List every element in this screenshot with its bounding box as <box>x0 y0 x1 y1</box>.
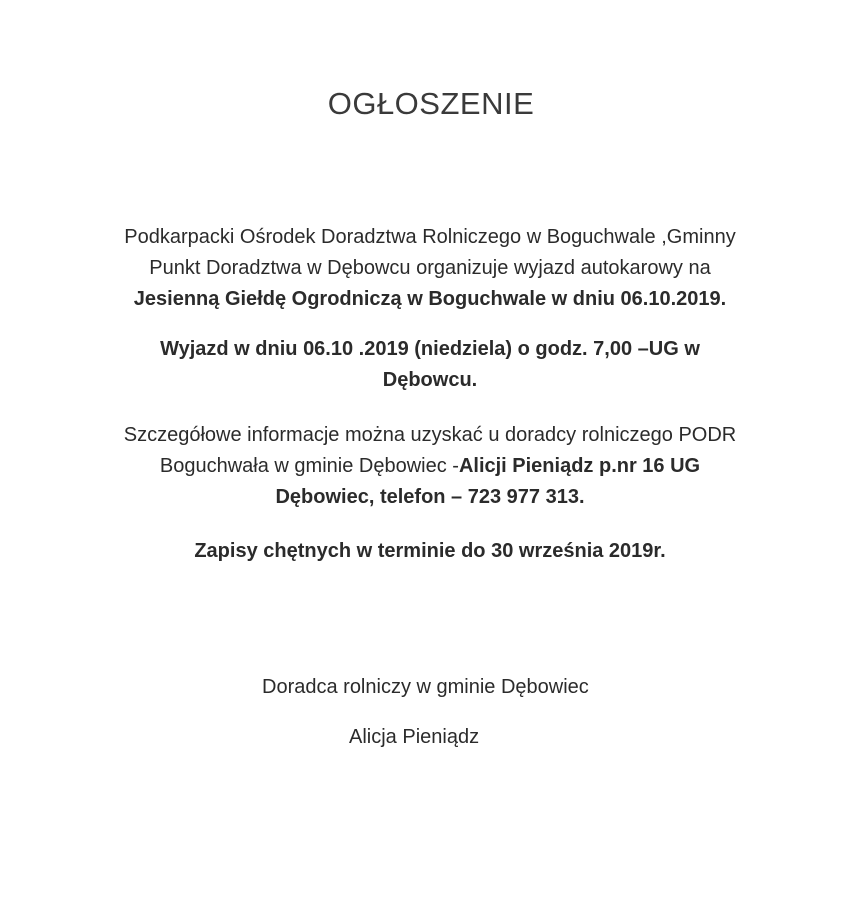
signature-role: Doradca rolniczy w gminie Dębowiec <box>262 676 589 698</box>
departure-line-2: Dębowcu. <box>382 369 478 391</box>
signature-name: Alicja Pieniądz <box>349 726 480 748</box>
contact-line-1: Szczegółowe informacje można uzyskać u doradcy rolniczego PODR <box>123 424 737 446</box>
paragraph-contact <box>60 420 800 513</box>
organizer-line-1: Podkarpacki Ośrodek Doradztwa Rolniczego w Boguchwale ,Gminny <box>124 226 736 248</box>
contact-line-2: Boguchwała w gminie Dębowiec - <box>159 455 459 477</box>
event-name: Jesienną Giełdę Ogrodniczą w Boguchwale w dniu 06.10.2019. <box>133 288 727 310</box>
departure-line-1: Wyjazd w dniu 06.10 .2019 (niedziela) o godz. 7,00 –UG w <box>160 338 700 360</box>
contact-person: Alicji Pieniądz p.nr 16 UG <box>458 455 701 477</box>
page-title: OGŁOSZENIE <box>327 86 535 121</box>
paragraph-registration: Zapisy chętnych w terminie do 30 września 2019r. <box>194 540 666 562</box>
organizer-line-2: Punkt Doradztwa w Dębowcu organizuje wyjazd autokarowy na <box>149 257 711 279</box>
contact-phone: Dębowiec, telefon – 723 977 313. <box>275 486 585 508</box>
paragraph-organizer <box>60 222 800 315</box>
paragraph-departure <box>60 334 800 396</box>
